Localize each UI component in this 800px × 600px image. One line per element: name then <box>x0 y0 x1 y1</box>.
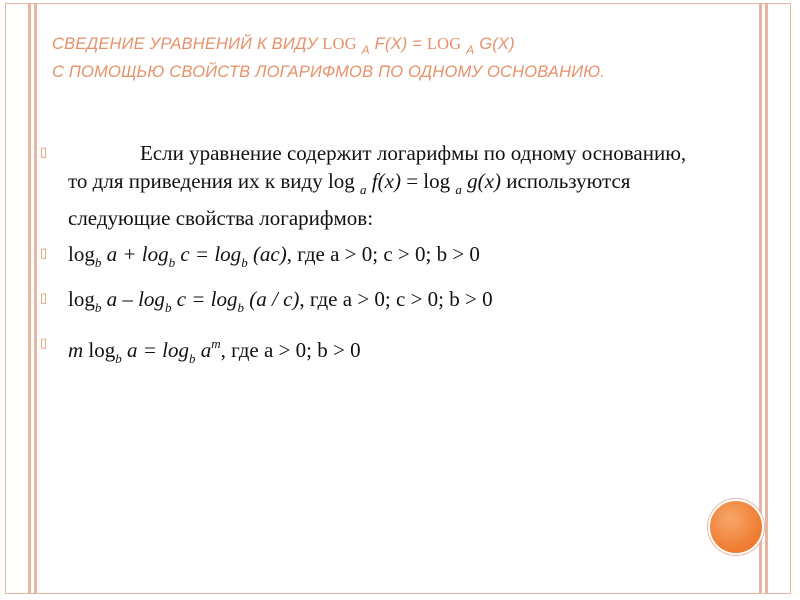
prop2-base-1: b <box>94 300 102 315</box>
prop2-a-over-c: (a / c) <box>249 287 300 311</box>
title-line-1 <box>52 33 772 61</box>
bullet-property-sum <box>40 240 690 277</box>
bullet-property-power <box>40 330 690 373</box>
prop1-base-1: b <box>94 255 102 270</box>
prop3-log: log <box>83 338 116 362</box>
prop3-base-2: b <box>189 351 196 366</box>
prop3-m: m <box>68 338 84 362</box>
intro-text-1: Если уравнение содержит логарифмы по одному основанию, то для приведения их к виду log <box>68 141 687 193</box>
prop2-log: log <box>68 287 95 311</box>
bullet-property-difference <box>40 285 690 322</box>
slide-title <box>52 33 772 83</box>
intro-fx: f(x) <box>371 169 401 193</box>
prop3-a-eq: a = log <box>127 338 190 362</box>
intro-base-a-2: a <box>455 182 462 197</box>
prop1-condition: , где a > 0; c > 0; b > 0 <box>286 242 480 266</box>
intro-eq-log: = log <box>400 169 451 193</box>
left-stripe-inner <box>34 4 37 593</box>
prop1-log: log <box>68 242 95 266</box>
bullet-icon: ▯ <box>40 246 48 261</box>
title-base-2: A <box>466 43 475 57</box>
title-f: F(X) = <box>374 35 427 53</box>
slide-body <box>40 139 690 381</box>
bullet-icon: ▯ <box>40 336 48 351</box>
prop1-c-eq: c = log <box>180 242 242 266</box>
prop2-a-minus: a – log <box>106 287 165 311</box>
prop3-base-1: b <box>115 351 122 366</box>
prop3-a: a <box>200 338 212 362</box>
decorative-orange-circle <box>708 499 764 555</box>
intro-gx: g(x) <box>467 169 501 193</box>
bullet-icon: ▯ <box>40 145 48 160</box>
title-base-1: A <box>361 43 370 57</box>
prop2-base-3: b <box>237 300 245 315</box>
bullet-intro <box>40 139 690 232</box>
right-stripe-inner <box>759 4 762 593</box>
prop2-c-eq: c = log <box>176 287 238 311</box>
title-g: G(X) <box>479 35 515 53</box>
prop1-ac: (ac) <box>252 242 287 266</box>
prop1-base-2: b <box>168 255 176 270</box>
prop1-base-3: b <box>241 255 248 270</box>
right-stripe-outer <box>765 4 768 593</box>
title-log-2: LOG <box>426 34 462 53</box>
left-stripe-outer <box>28 4 31 593</box>
prop3-condition: , где a > 0; b > 0 <box>220 338 361 362</box>
intro-base-a-1: a <box>360 182 367 197</box>
title-prefix: СВЕДЕНИЕ УРАВНЕНИЙ К ВИДУ <box>52 35 318 53</box>
prop2-base-2: b <box>164 300 172 315</box>
prop1-a-plus: a + log <box>106 242 169 266</box>
prop2-condition: , где a > 0; c > 0; b > 0 <box>299 287 493 311</box>
title-log-1: LOG <box>322 34 357 53</box>
bullet-icon: ▯ <box>40 291 48 306</box>
prop3-m-superscript: m <box>211 336 221 351</box>
intro-text-2: используются следующие свойства логарифмов: <box>68 169 631 230</box>
title-line-2: С ПОМОЩЬЮ СВОЙСТВ ЛОГАРИФМОВ ПО ОДНОМУ ОСНОВАНИЮ. <box>52 63 606 81</box>
